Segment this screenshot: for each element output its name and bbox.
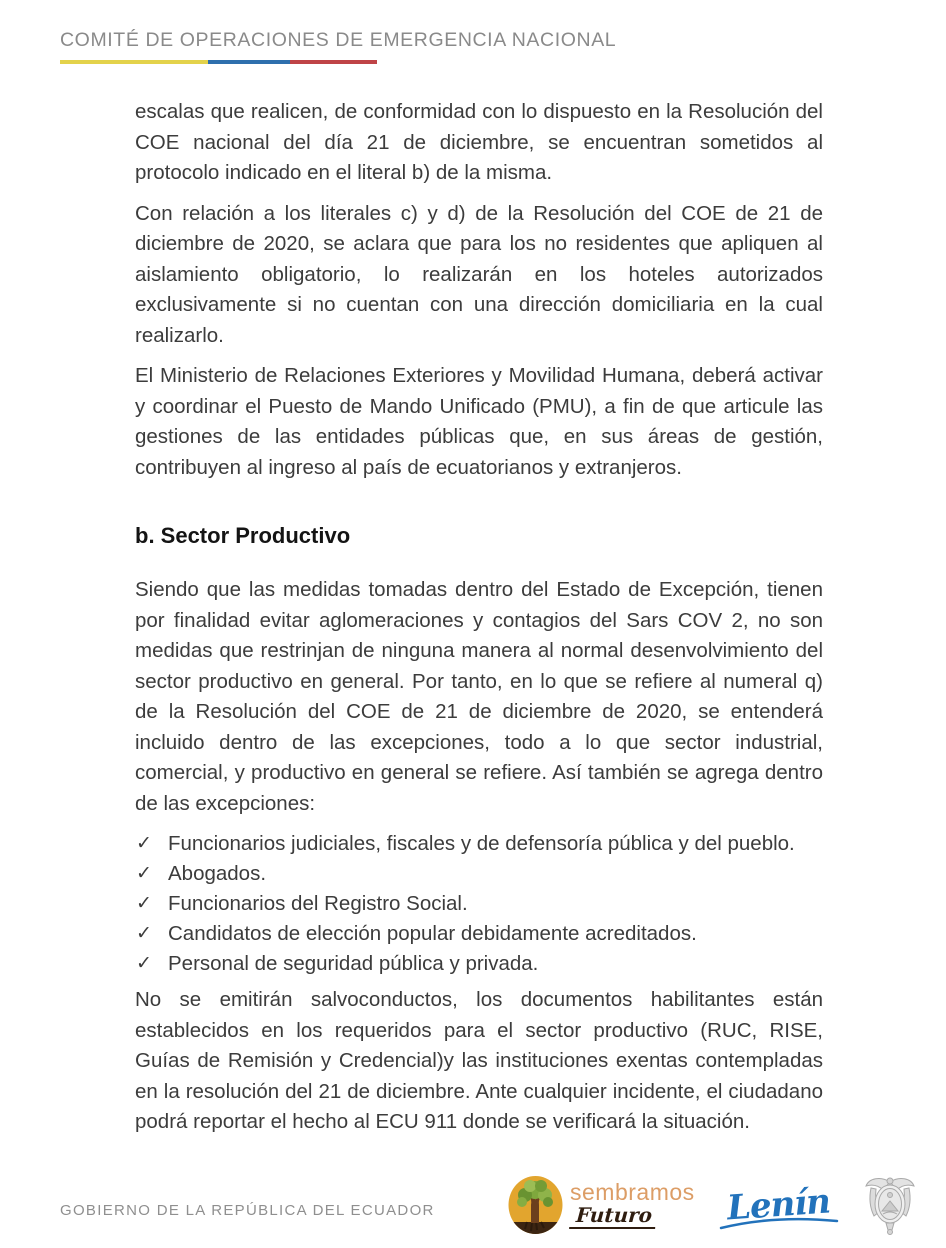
check-icon: ✓: [136, 893, 152, 914]
government-label: GOBIERNO DE LA REPÚBLICA DEL ECUADOR: [60, 1202, 435, 1219]
ecuador-coat-of-arms-icon: [861, 1174, 919, 1236]
list-item: [135, 859, 823, 889]
footer-logos: [507, 1172, 919, 1238]
lenin-signature-logo: [721, 1181, 837, 1229]
sembramos-word: sembramos: [570, 1179, 695, 1205]
paragraph-escalas: escalas que realicen, de conformidad con lo dispuesto en la Resolución del COE nacional del día 21 de diciembre, se encuentran sometidos al protocolo indicado en el literal b) de la misma.: [135, 100, 823, 184]
paragraph-ministerio: El Ministerio de Relaciones Exteriores y Movilidad Humana, deberá activar y coordinar el Puesto de Mando Unificado (PMU), a fin de que articule las gestiones de las entidades públicas que, en sus áreas de gestión, contribuyen al ingreso al país de ecuatorianos y extranjeros.: [135, 364, 823, 479]
sembramos-tree-icon: [507, 1175, 564, 1235]
list-item: [135, 889, 823, 919]
flag-yellow-segment: [60, 60, 208, 64]
lenin-swoosh-icon: [719, 1217, 839, 1231]
exceptions-checklist: [135, 829, 823, 979]
list-item-label: Personal de seguridad pública y privada.: [168, 952, 539, 975]
document-body: [135, 97, 823, 1148]
flag-red-segment: [290, 60, 377, 64]
page-title: COMITÉ DE OPERACIONES DE EMERGENCIA NACIONAL: [60, 29, 617, 51]
paragraph-salvoconductos: No se emitirán salvoconductos, los documentos habilitantes están establecidos en los requeridos para el sector productivo (RUC, RISE, Guías de Remisión y Credencial)y las instituciones exentas contempladas en la resolución del 21 de diciembre. Ante cualquier incidente, el ciudadano podrá reportar el hecho al ECU 911 donde se verificará la situación.: [135, 988, 823, 1133]
section-heading-sector-productivo: b. Sector Productivo: [135, 523, 351, 548]
check-icon: ✓: [136, 953, 152, 974]
list-item: [135, 829, 823, 859]
paragraph-literales: Con relación a los literales c) y d) de la Resolución del COE de 21 de diciembre de 2020, se aclara que para los no residentes que apliquen al aislamiento obligatorio, lo realizarán en los hoteles autorizados exclusivamente si no cuentan con una dirección domiciliaria en la cual realizarlo.: [135, 201, 823, 347]
list-item-label: Funcionarios del Registro Social.: [168, 892, 468, 915]
list-item-label: Candidatos de elección popular debidamente acreditados.: [168, 922, 697, 945]
sembramos-wordmark: [570, 1181, 695, 1229]
check-icon: ✓: [136, 923, 152, 944]
flag-blue-segment: [208, 60, 290, 64]
list-item-label: Abogados.: [168, 862, 267, 885]
list-item: [135, 919, 823, 949]
check-icon: ✓: [136, 863, 152, 884]
list-item: [135, 949, 823, 979]
sembramos-futuro-logo: [507, 1175, 695, 1235]
flag-divider: [60, 60, 377, 64]
check-icon: ✓: [136, 833, 152, 854]
list-item-label: Funcionarios judiciales, fiscales y de defensoría pública y del pueblo.: [168, 832, 795, 855]
lenin-word: Lenín: [725, 1181, 832, 1229]
futuro-word: Futuro: [569, 1203, 657, 1229]
paragraph-sector-productivo: Siendo que las medidas tomadas dentro del Estado de Excepción, tienen por finalidad evitar aglomeraciones y contagios del Sars COV 2, no son medidas que restrinjan de ninguna manera al normal desenvolvimiento del sector productivo en general. Por tanto, en lo que se refiere al numeral q) de la Resolución del COE de 21 de diciembre de 2020, se entenderá incluido dentro de las excepciones, todo a lo que sector industrial, comercial, y productivo en general se refiere. Así también se agrega dentro de las excepciones:: [135, 578, 823, 815]
